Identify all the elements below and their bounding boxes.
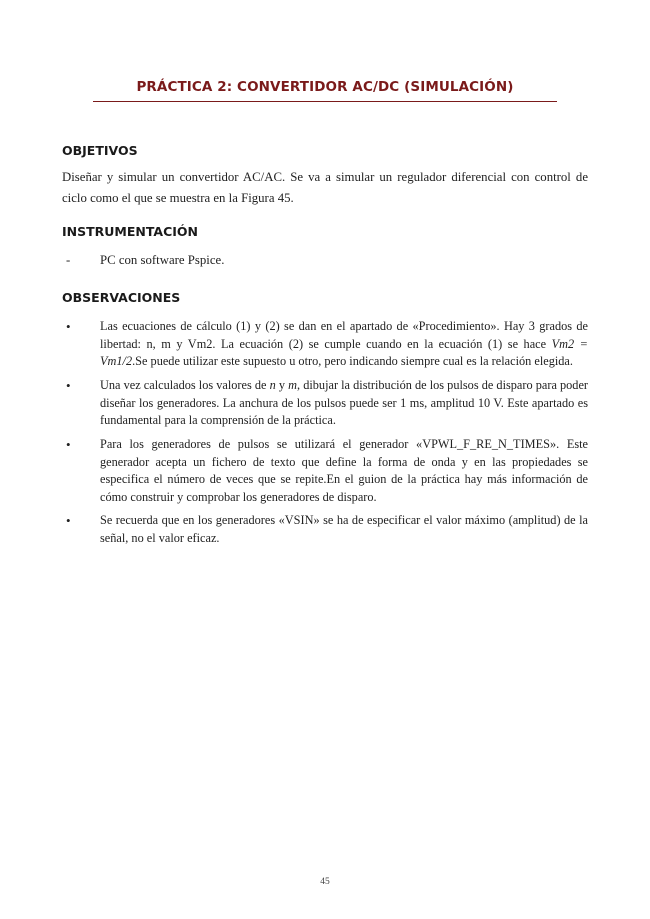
- page-title: PRÁCTICA 2: CONVERTIDOR AC/DC (SIMULACIÓN): [136, 79, 514, 95]
- bullet-text: Para los generadores de pulsos se utilizará el generador «VPWL_F_RE_N_TIMES». Este generador acepta un fichero de texto que define la forma de onda y en las propiedades se especifica el número de veces que se repite.En el guion de la práctica hay más información de cómo construir y comprobar los generadores de disparo.: [100, 437, 588, 505]
- bullet-text-emphasis: m: [288, 378, 298, 392]
- bullet-text-part: Las ecuaciones de cálculo (1) y (2) se dan en el apartado de «Procedimiento». Hay 3 grados de libertad: n, m y Vm2. La ecuación (2) se cumple cuando en la ecuación (1) se hace: [100, 319, 588, 351]
- page-number: 45: [320, 877, 330, 887]
- bullet-text-part: , dibujar la distribución de los pulsos de disparo para poder diseñar los generadores. La anchura de los pulsos puede ser 1 ms, amplitud 10 V. Este apartado es fundamental para la comprensión de la práctica.: [100, 378, 589, 428]
- bullet-marker: •: [66, 437, 71, 452]
- bullet-marker: •: [66, 513, 71, 528]
- bullet-text-emphasis: n: [269, 378, 276, 392]
- bullet-text: Se recuerda que en los generadores «VSIN» se ha de especificar el valor máximo (amplitud) de la señal, no el valor eficaz.: [100, 513, 588, 545]
- heading-objetivos: OBJETIVOS: [62, 143, 138, 158]
- heading-observaciones: OBSERVACIONES: [62, 290, 181, 305]
- title-underline: [93, 101, 557, 102]
- heading-instrumentacion: INSTRUMENTACIÓN: [62, 224, 198, 239]
- bullet-text-part: .Se puede utilizar este supuesto u otro, pero indicando siempre cual es la relación elegida.: [132, 354, 573, 369]
- objetivos-text: Diseñar y simular un convertidor AC/AC. Se va a simular un regulador diferencial con control de ciclo como el que se muestra en la Figura 45.: [62, 170, 588, 205]
- bullet-marker: •: [66, 319, 71, 334]
- bullet-marker: •: [66, 378, 71, 393]
- bullet-text-part: y: [275, 378, 289, 392]
- instrumentacion-item-text: PC con software Pspice.: [100, 253, 225, 267]
- bullet-text: [100, 377, 588, 430]
- bullet-text-part: Una vez calculados los valores de: [100, 378, 270, 392]
- dash-marker: -: [66, 253, 71, 267]
- bullet-text-emphasis: Vm2 = Vm1/2: [100, 336, 588, 369]
- bullet-text: [100, 318, 588, 371]
